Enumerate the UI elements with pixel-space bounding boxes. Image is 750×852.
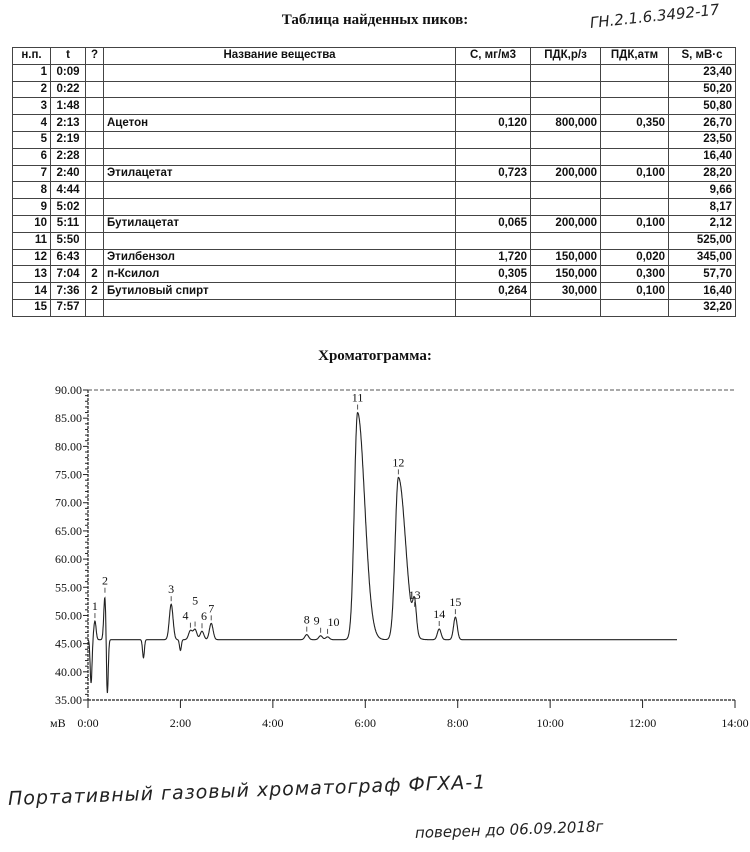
cell-time: 7:04	[51, 266, 86, 283]
cell-substance	[104, 81, 456, 98]
cell-flag	[86, 81, 104, 98]
chromatogram-chart	[0, 375, 750, 745]
column-header-pdk-atm: ПДК,атм	[601, 48, 669, 65]
peak-label: 4	[182, 608, 189, 623]
cell-flag	[86, 182, 104, 199]
y-tick-label: 40.00	[55, 664, 82, 679]
cell-pdk-atm: 0,350	[601, 115, 669, 132]
cell-pdk-rz	[531, 199, 601, 216]
cell-flag: 2	[86, 266, 104, 283]
cell-concentration: 0,723	[456, 165, 531, 182]
cell-pdk-atm: 0,100	[601, 283, 669, 300]
table-row	[13, 81, 736, 98]
cell-substance	[104, 182, 456, 199]
cell-num: 15	[13, 299, 51, 316]
peak-label: 3	[168, 582, 175, 597]
y-tick-label: 85.00	[55, 411, 82, 426]
cell-num: 9	[13, 199, 51, 216]
cell-pdk-atm	[601, 131, 669, 148]
cell-substance: Бутилацетат	[104, 215, 456, 232]
table-row	[13, 182, 736, 199]
table-body	[13, 64, 736, 316]
cell-concentration: 0,264	[456, 283, 531, 300]
cell-time: 5:02	[51, 199, 86, 216]
cell-substance	[104, 199, 456, 216]
column-header-pdk-rz: ПДК,р/з	[531, 48, 601, 65]
cell-flag	[86, 299, 104, 316]
table-row	[13, 283, 736, 300]
cell-time: 0:09	[51, 64, 86, 81]
cell-time: 5:50	[51, 232, 86, 249]
cell-num: 5	[13, 131, 51, 148]
cell-flag	[86, 64, 104, 81]
peaks-table	[12, 47, 736, 317]
cell-substance	[104, 148, 456, 165]
cell-substance: Этилбензол	[104, 249, 456, 266]
cell-num: 10	[13, 215, 51, 232]
table-row	[13, 199, 736, 216]
cell-area: 26,70	[669, 115, 736, 132]
cell-substance	[104, 98, 456, 115]
cell-pdk-rz: 150,000	[531, 249, 601, 266]
cell-flag	[86, 148, 104, 165]
column-header-concentration: С, мг/м3	[456, 48, 531, 65]
cell-area: 23,40	[669, 64, 736, 81]
cell-area: 16,40	[669, 283, 736, 300]
column-header-area: S, мВ·с	[669, 48, 736, 65]
table-row	[13, 64, 736, 81]
cell-area: 28,20	[669, 165, 736, 182]
y-tick-label: 80.00	[55, 439, 82, 454]
column-header-time: t	[51, 48, 86, 65]
cell-concentration	[456, 81, 531, 98]
peak-label: 9	[313, 613, 320, 628]
cell-time: 5:11	[51, 215, 86, 232]
cell-pdk-atm: 0,100	[601, 165, 669, 182]
cell-time: 2:19	[51, 131, 86, 148]
cell-concentration	[456, 131, 531, 148]
cell-pdk-rz: 150,000	[531, 266, 601, 283]
cell-concentration	[456, 232, 531, 249]
cell-pdk-rz: 800,000	[531, 115, 601, 132]
handwritten-verification-note: поверен до 06.09.2018г	[414, 817, 604, 842]
cell-substance	[104, 131, 456, 148]
cell-concentration: 0,120	[456, 115, 531, 132]
cell-time: 0:22	[51, 81, 86, 98]
cell-num: 2	[13, 81, 51, 98]
cell-pdk-rz	[531, 64, 601, 81]
table-row	[13, 148, 736, 165]
cell-pdk-rz	[531, 131, 601, 148]
cell-concentration: 1,720	[456, 249, 531, 266]
x-tick-label: 14:00	[721, 716, 749, 730]
cell-area: 16,40	[669, 148, 736, 165]
cell-pdk-rz: 200,000	[531, 215, 601, 232]
cell-time: 2:40	[51, 165, 86, 182]
cell-num: 13	[13, 266, 51, 283]
cell-pdk-atm: 0,300	[601, 266, 669, 283]
y-tick-label: 45.00	[55, 636, 82, 651]
cell-num: 3	[13, 98, 51, 115]
peak-label: 6	[200, 609, 207, 624]
cell-pdk-rz	[531, 98, 601, 115]
cell-substance: Этилацетат	[104, 165, 456, 182]
cell-flag	[86, 131, 104, 148]
cell-pdk-atm	[601, 182, 669, 199]
y-tick-label: 90.00	[55, 383, 82, 397]
cell-area: 57,70	[669, 266, 736, 283]
table-row	[13, 266, 736, 283]
y-tick-label: 75.00	[55, 467, 82, 482]
cell-flag	[86, 115, 104, 132]
cell-flag	[86, 165, 104, 182]
cell-time: 6:43	[51, 249, 86, 266]
table-title: Таблица найденных пиков:	[281, 12, 469, 28]
handwritten-normative-note: ГН.2.1.6.3492-17	[589, 0, 721, 32]
cell-concentration	[456, 199, 531, 216]
cell-flag	[86, 249, 104, 266]
cell-area: 23,50	[669, 131, 736, 148]
peak-label: 14	[433, 606, 446, 621]
cell-concentration	[456, 182, 531, 199]
cell-substance	[104, 64, 456, 81]
cell-area: 8,17	[669, 199, 736, 216]
cell-pdk-rz	[531, 81, 601, 98]
cell-pdk-atm	[601, 64, 669, 81]
cell-concentration	[456, 148, 531, 165]
cell-pdk-atm: 0,020	[601, 249, 669, 266]
chromatogram-trace	[88, 413, 677, 693]
cell-pdk-atm	[601, 98, 669, 115]
cell-pdk-rz: 30,000	[531, 283, 601, 300]
cell-num: 8	[13, 182, 51, 199]
cell-area: 50,80	[669, 98, 736, 115]
cell-concentration: 0,065	[456, 215, 531, 232]
handwritten-device-note: Портативный газовый хроматограф ФГХА-1	[7, 771, 487, 810]
cell-num: 14	[13, 283, 51, 300]
cell-time: 2:13	[51, 115, 86, 132]
cell-num: 11	[13, 232, 51, 249]
cell-num: 6	[13, 148, 51, 165]
cell-concentration	[456, 299, 531, 316]
peak-label: 5	[192, 593, 199, 608]
x-tick-label: 10:00	[536, 716, 564, 730]
x-tick-label: 0:00	[77, 716, 99, 730]
x-tick-label: 6:00	[354, 716, 376, 730]
table-header-row	[13, 48, 736, 65]
table-row	[13, 249, 736, 266]
cell-time: 7:36	[51, 283, 86, 300]
y-tick-label: 70.00	[55, 495, 82, 510]
cell-concentration	[456, 64, 531, 81]
table-row	[13, 215, 736, 232]
cell-pdk-atm	[601, 81, 669, 98]
cell-substance: Бутиловый спирт	[104, 283, 456, 300]
peak-label: 8	[303, 612, 310, 627]
cell-num: 12	[13, 249, 51, 266]
peak-label: 11	[351, 390, 364, 405]
cell-time: 7:57	[51, 299, 86, 316]
column-header-flag: ?	[86, 48, 104, 65]
peak-label: 1	[91, 599, 98, 614]
table-row	[13, 98, 736, 115]
peak-label: 7	[208, 601, 215, 616]
y-tick-label: 50.00	[55, 608, 82, 623]
cell-pdk-atm	[601, 299, 669, 316]
cell-area: 9,66	[669, 182, 736, 199]
peak-label: 15	[449, 595, 462, 610]
peak-label: 13	[408, 587, 421, 602]
column-header-num: н.п.	[13, 48, 51, 65]
cell-flag	[86, 232, 104, 249]
table-row	[13, 299, 736, 316]
cell-num: 4	[13, 115, 51, 132]
x-tick-label: 12:00	[628, 716, 657, 730]
y-tick-label: 55.00	[55, 580, 82, 595]
y-axis-unit-label: мВ	[50, 716, 66, 730]
x-tick-label: 8:00	[447, 716, 469, 730]
cell-flag: 2	[86, 283, 104, 300]
cell-time: 2:28	[51, 148, 86, 165]
cell-pdk-atm	[601, 232, 669, 249]
cell-area: 32,20	[669, 299, 736, 316]
cell-pdk-rz	[531, 299, 601, 316]
peak-label: 10	[327, 614, 340, 629]
y-tick-label: 65.00	[55, 523, 82, 538]
x-tick-label: 4:00	[262, 716, 284, 730]
peak-label: 12	[392, 455, 405, 470]
peak-label: 2	[101, 573, 108, 588]
cell-pdk-atm	[601, 199, 669, 216]
y-tick-label: 35.00	[55, 693, 82, 707]
cell-area: 345,00	[669, 249, 736, 266]
table-row	[13, 115, 736, 132]
cell-substance: Ацетон	[104, 115, 456, 132]
cell-num: 7	[13, 165, 51, 182]
table-row	[13, 232, 736, 249]
cell-area: 50,20	[669, 81, 736, 98]
y-tick-label: 60.00	[55, 552, 82, 567]
cell-pdk-rz	[531, 182, 601, 199]
chart-title: Хроматограмма:	[318, 348, 432, 364]
cell-num: 1	[13, 64, 51, 81]
cell-time: 4:44	[51, 182, 86, 199]
cell-flag	[86, 199, 104, 216]
cell-concentration	[456, 98, 531, 115]
column-header-substance: Название вещества	[104, 48, 456, 65]
cell-substance: п-Ксилол	[104, 266, 456, 283]
cell-flag	[86, 215, 104, 232]
cell-pdk-rz: 200,000	[531, 165, 601, 182]
cell-area: 525,00	[669, 232, 736, 249]
cell-pdk-atm: 0,100	[601, 215, 669, 232]
cell-pdk-rz	[531, 232, 601, 249]
cell-area: 2,12	[669, 215, 736, 232]
cell-time: 1:48	[51, 98, 86, 115]
cell-flag	[86, 98, 104, 115]
cell-pdk-atm	[601, 148, 669, 165]
table-row	[13, 131, 736, 148]
x-tick-label: 2:00	[169, 716, 192, 730]
cell-substance	[104, 299, 456, 316]
cell-substance	[104, 232, 456, 249]
table-row	[13, 165, 736, 182]
cell-concentration: 0,305	[456, 266, 531, 283]
cell-pdk-rz	[531, 148, 601, 165]
